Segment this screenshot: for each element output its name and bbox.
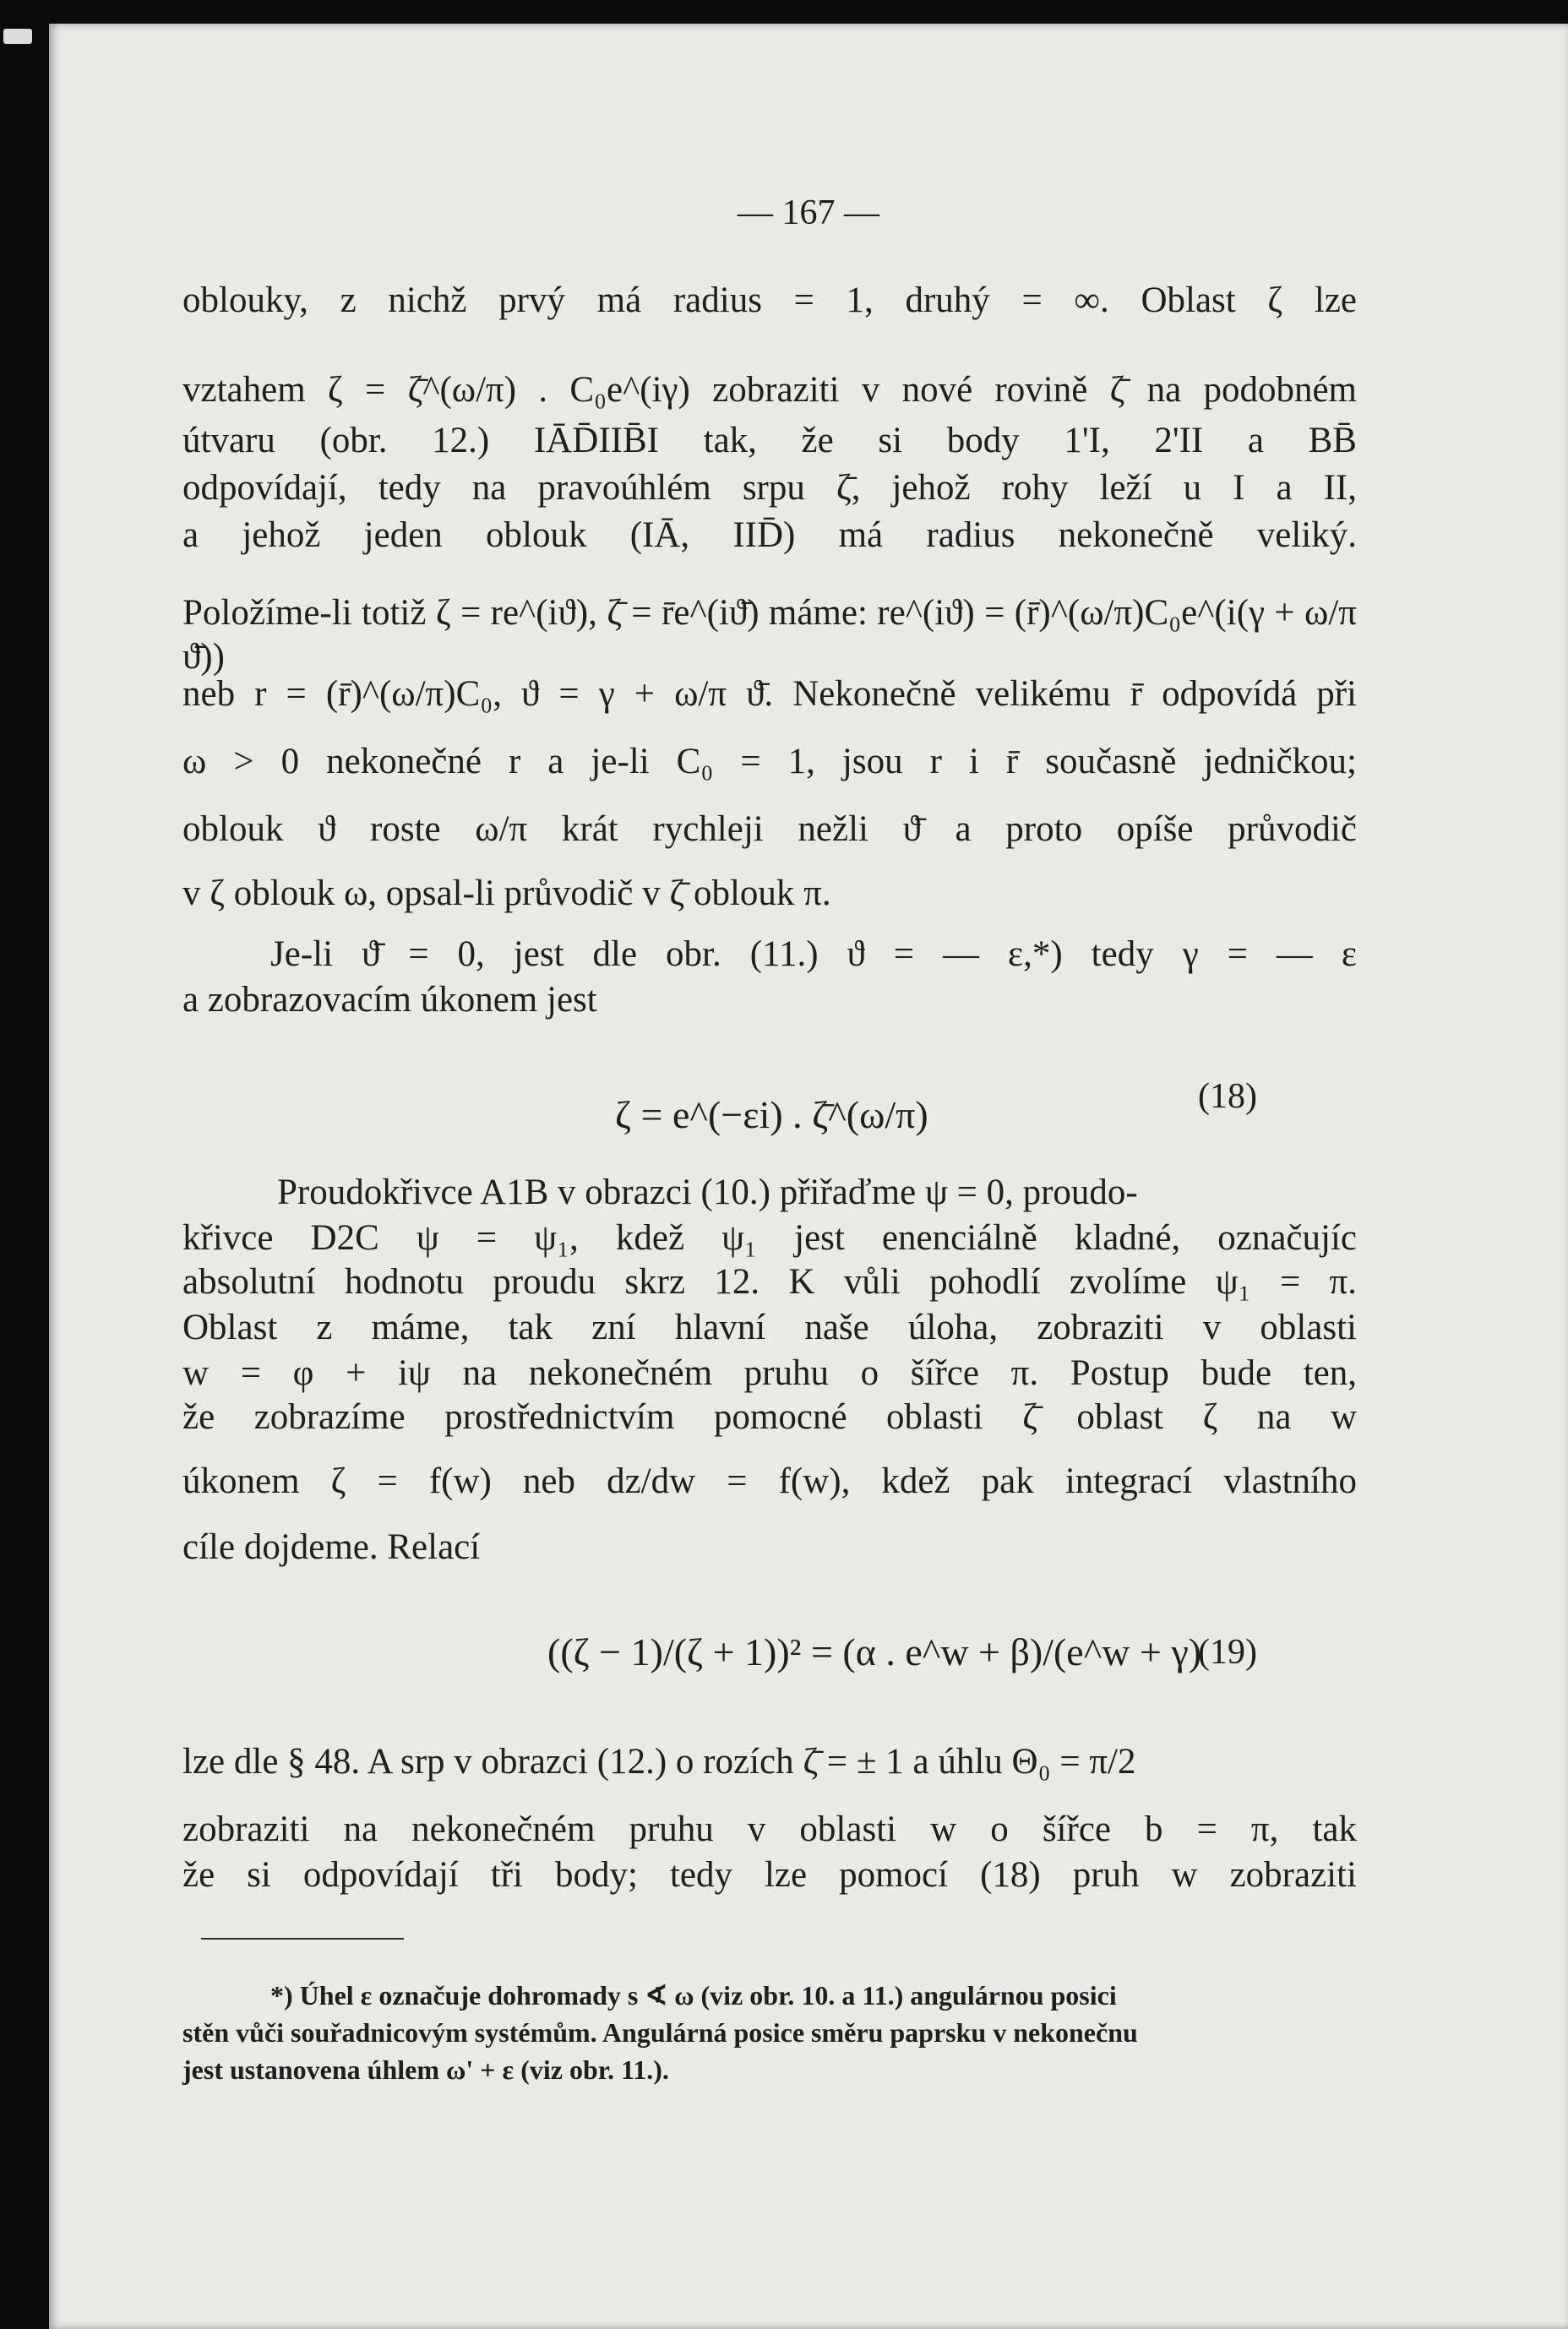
- text-line-8: ω > 0 nekonečné r a je-li C₀ = 1, jsou r i r̄ současně jedničkou;: [182, 742, 1357, 781]
- equation-19: [547, 1629, 1201, 1676]
- footnote-rule: [201, 1938, 404, 1940]
- footnote-line-1: *) Úhel ε označuje dohromady s ∢ ω (viz obr. 10. a 11.) angulárnou posici: [270, 1980, 1117, 2011]
- equation-18-expression: ζ = e^(−εi) . ζ̄^(ω/π): [615, 1093, 928, 1136]
- text-line-17: w = φ + iψ na nekonečném pruhu o šířce π. Postup bude ten,: [182, 1353, 1357, 1393]
- text-line-15: absolutní hodnotu proudu skrz 12. K vůli pohodlí zvolíme ψ₁ = π.: [182, 1262, 1357, 1302]
- text-line-19: úkonem ζ = f(w) neb dz/dw = f(w), kdež pak integrací vlastního: [182, 1461, 1357, 1501]
- text-line-12: a zobrazovacím úkonem jest: [182, 980, 597, 1020]
- scan-edge-mark: [3, 29, 32, 44]
- text-line-2: vztahem ζ = ζ̄^(ω/π) . C₀e^(iγ) zobraziti v nové rovině ζ̄ na podobném: [182, 370, 1357, 410]
- equation-19-expression: ((ζ − 1)/(ζ + 1))² = (α . e^w + β)/(e^w + γ): [547, 1630, 1202, 1673]
- text-line-4: odpovídají, tedy na pravoúhlém srpu ζ̄, jehož rohy leží u I a II,: [182, 468, 1357, 508]
- book-page: [49, 24, 1568, 2329]
- text-line-9: oblouk ϑ roste ω/π krát rychleji nežli ϑ̄ a proto opíše průvodič: [182, 809, 1357, 849]
- equation-19-number: (19): [1198, 1633, 1257, 1672]
- equation-18: [615, 1091, 928, 1139]
- text-line-6: Položíme-li totiž ζ = re^(iϑ), ζ̄ = r̄e^(iϑ̄) máme: re^(iϑ) = (r̄)^(ω/π)C₀e^(i(γ + ω/π ϑ̄)): [182, 593, 1357, 677]
- text-line-7: neb r = (r̄)^(ω/π)C₀, ϑ = γ + ω/π ϑ̄. Nekonečně velikému r̄ odpovídá při: [182, 674, 1357, 714]
- text-line-18: že zobrazíme prostřednictvím pomocné oblasti ζ̄ oblast ζ na w: [182, 1397, 1357, 1437]
- text-line-21: lze dle § 48. A srp v obrazci (12.) o rozích ζ̄ = ± 1 a úhlu Θ₀ = π/2: [182, 1742, 1136, 1782]
- page-number: — 167 —: [738, 193, 879, 232]
- footnote-line-2: stěn vůči souřadnicovým systémům. Angulárná posice směru paprsku v nekonečnu: [182, 2017, 1138, 2048]
- text-line-23: že si odpovídají tři body; tedy lze pomocí (18) pruh w zobraziti: [182, 1855, 1357, 1895]
- text-line-16: Oblast z máme, tak zní hlavní naše úloha, zobraziti v oblasti: [182, 1308, 1357, 1347]
- text-line-20: cíle dojdeme. Relací: [182, 1527, 481, 1567]
- text-line-3: útvaru (obr. 12.) IĀD̄IIB̄I tak, že si body 1'I, 2'II a BB̄: [182, 421, 1357, 460]
- text-line-10: v ζ oblouk ω, opsal-li průvodič v ζ̄ oblouk π.: [182, 873, 831, 913]
- equation-18-number: (18): [1198, 1077, 1257, 1116]
- text-line-13: Proudokřivce A1B v obrazci (10.) přiřaďme ψ = 0, proudo-: [277, 1173, 1138, 1212]
- footnote-line-3: jest ustanovena úhlem ω' + ε (viz obr. 11.).: [182, 2054, 669, 2085]
- text-line-11: Je-li ϑ̄ = 0, jest dle obr. (11.) ϑ = — ε,*) tedy γ = — ε: [270, 934, 1357, 974]
- text-line-5: a jehož jeden oblouk (IĀ, IID̄) má radius nekonečně veliký.: [182, 515, 1357, 555]
- text-line-22: zobraziti na nekonečném pruhu v oblasti w o šířce b = π, tak: [182, 1809, 1357, 1849]
- text-line-14: křivce D2C ψ = ψ₁, kdež ψ₁ jest enenciálně kladné, označujíc: [182, 1218, 1357, 1258]
- text-line-1: oblouky, z nichž prvý má radius = 1, druhý = ∞. Oblast ζ lze: [182, 280, 1357, 320]
